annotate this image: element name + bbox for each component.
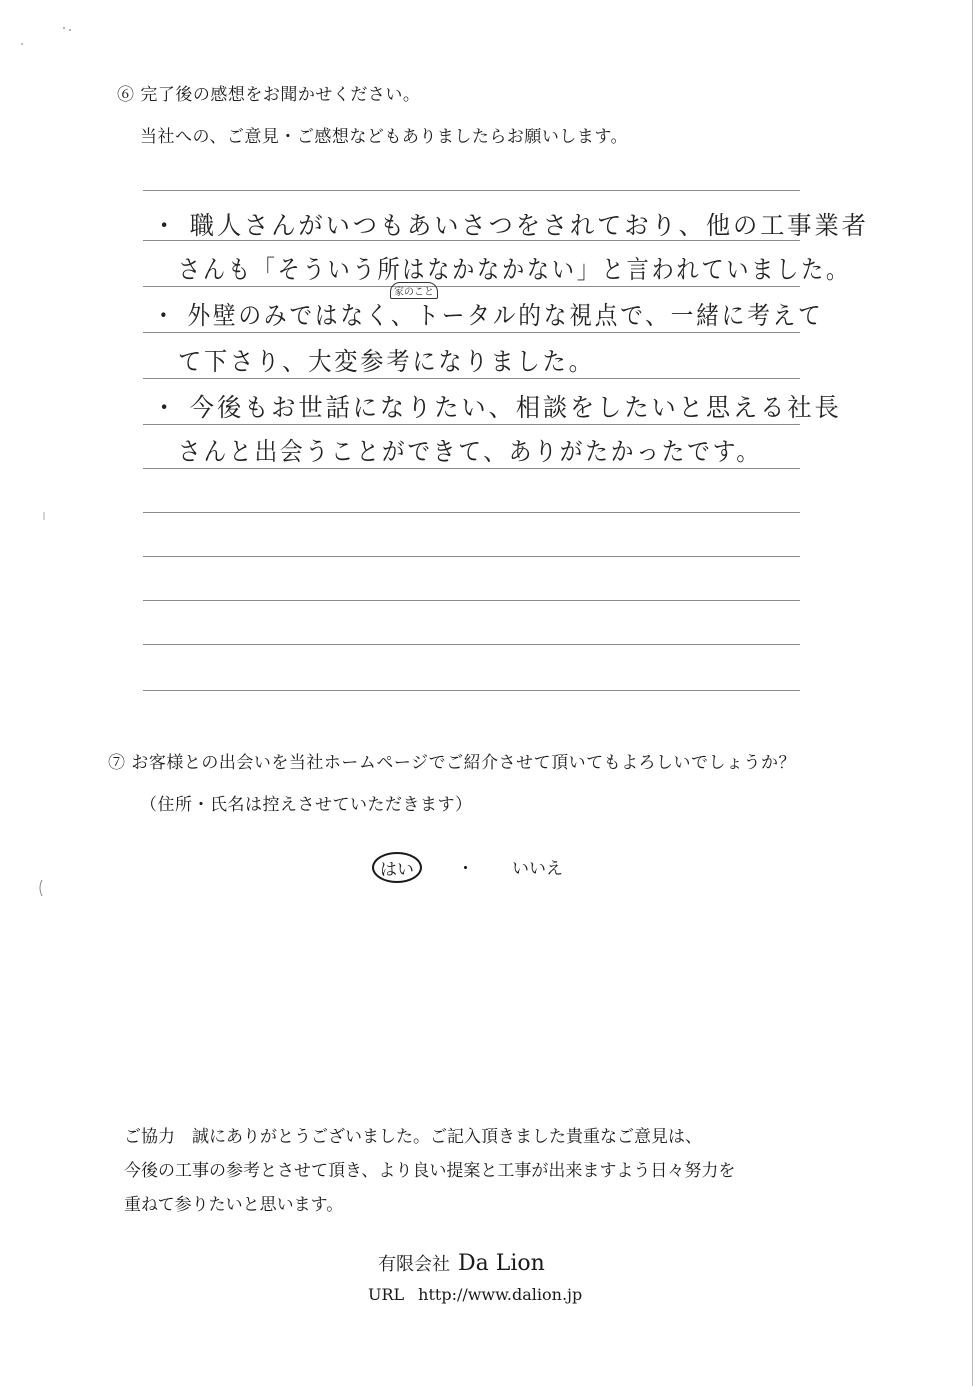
handwritten-line: さんと出会うことができて、ありがたかったです。 bbox=[178, 437, 762, 466]
ruled-line bbox=[143, 644, 800, 645]
ruled-line bbox=[143, 332, 800, 333]
scan-speck bbox=[40, 880, 42, 896]
handwritten-line: て下さり、大変参考になりました。 bbox=[178, 347, 595, 376]
closing-message bbox=[124, 1120, 735, 1222]
scan-speck bbox=[63, 27, 65, 29]
q6-title: ⑥ 完了後の感想をお聞かせください。 bbox=[117, 85, 421, 105]
q7-choices bbox=[0, 852, 980, 882]
closing-line: 今後の工事の参考とさせて頂き、より良い提案と工事が出来ますよう日々努力を bbox=[124, 1161, 736, 1181]
ruled-line bbox=[143, 190, 800, 191]
ruled-line bbox=[143, 468, 800, 469]
closing-line: ご協力 誠にありがとうございました。ご記入頂きました貴重なご意見は、 bbox=[124, 1127, 702, 1147]
company-brand: Da Lion bbox=[458, 1251, 545, 1276]
q6-subtitle: 当社への、ご意見・ご感想などもありましたらお願いします。 bbox=[140, 127, 628, 147]
page-edge-line bbox=[972, 0, 973, 1386]
scan-speck bbox=[21, 43, 23, 45]
handwritten-line: ・ 職人さんがいつもあいさつをされており、他の工事業者 bbox=[152, 211, 869, 240]
ruled-line bbox=[143, 378, 800, 379]
ruled-line bbox=[143, 690, 800, 691]
ruled-line bbox=[143, 600, 800, 601]
choice-no[interactable]: いいえ bbox=[512, 859, 563, 879]
handwritten-line: ・ 今後もお世話になりたい、相談をしたいと思える社長 bbox=[152, 393, 842, 422]
handwritten-line: さんも「そういう所はなかなかない」と言われていました。 bbox=[178, 255, 851, 284]
url-label: URL bbox=[368, 1285, 405, 1304]
handwritten-insertion-note: 家のこと bbox=[390, 282, 438, 299]
company-name bbox=[378, 1250, 545, 1276]
ruled-line bbox=[143, 424, 800, 425]
closing-line: 重ねて参りたいと思います。 bbox=[124, 1195, 344, 1215]
company-url-line bbox=[368, 1285, 582, 1304]
choice-yes-circled[interactable]: はい bbox=[372, 852, 422, 883]
ruled-line bbox=[143, 286, 800, 287]
ruled-line bbox=[143, 512, 800, 513]
scan-speck bbox=[69, 29, 71, 31]
choice-separator: ・ bbox=[457, 859, 474, 879]
company-type: 有限会社 bbox=[378, 1254, 450, 1275]
q7-subtitle: （住所・氏名は控えさせていただきます） bbox=[140, 795, 473, 815]
ruled-line bbox=[143, 556, 800, 557]
company-url-link[interactable]: http://www.dalion.jp bbox=[418, 1285, 583, 1304]
q7-title: ⑦ お客様との出会いを当社ホームページでご紹介させて頂いてもよろしいでしょうか？ bbox=[108, 753, 797, 773]
handwritten-line: ・ 外壁のみではなく、トータル的な視点で、一緒に考えて bbox=[152, 301, 824, 330]
